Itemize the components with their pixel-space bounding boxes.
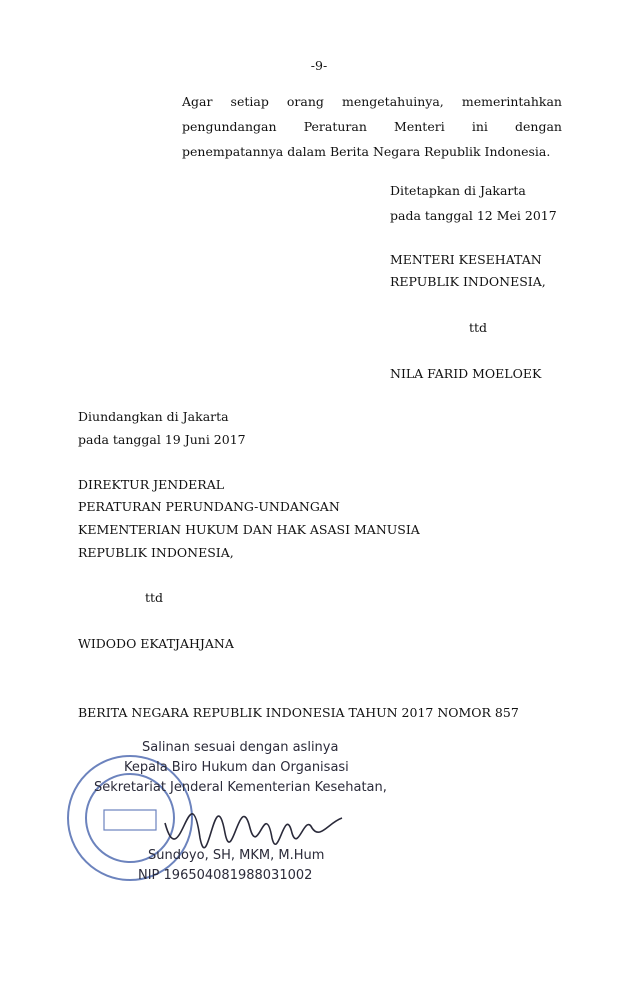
promulgation-signed: ttd [145,590,164,605]
certification-nip: NIP 196504081988031002 [138,868,313,883]
closing-line-2 [182,119,562,134]
closing-line-1 [182,94,562,109]
promulgation-place: Diundangkan di Jakarta [78,409,229,424]
word: memerintahkan [461,94,562,109]
enactment-office-2: REPUBLIK INDONESIA, [390,274,546,289]
word: Agar [182,94,213,109]
enactment-name: NILA FARID MOELOEK [390,366,542,381]
certification-line-1: Salinan sesuai dengan aslinya [142,740,339,755]
certification-name: Sundoyo, SH, MKM, M.Hum [148,848,325,863]
word: Peraturan [303,119,367,134]
closing-line-3: penempatannya dalam Berita Negara Republik Indonesia. [182,144,551,159]
word: Menteri [394,119,445,134]
enactment-date: pada tanggal 12 Mei 2017 [390,208,557,223]
promulgation-office-4: REPUBLIK INDONESIA, [78,545,234,560]
word: dengan [515,119,562,134]
enactment-signed: ttd [469,320,488,335]
enactment-office-1: MENTERI KESEHATAN [390,252,542,267]
word: setiap [230,94,269,109]
certification-line-3: Sekretariat Jenderal Kementerian Kesehatan, [94,780,387,795]
enactment-place: Ditetapkan di Jakarta [390,183,526,198]
word: orang [286,94,324,109]
word: pengundangan [182,119,277,134]
promulgation-office-2: PERATURAN PERUNDANG-UNDANGAN [78,499,340,514]
page-number: -9- [310,58,328,73]
promulgation-office-1: DIREKTUR JENDERAL [78,477,225,492]
certification-line-2: Kepala Biro Hukum dan Organisasi [124,760,349,775]
word: ini [471,119,488,134]
gazette-reference: BERITA NEGARA REPUBLIK INDONESIA TAHUN 2017 NOMOR 857 [78,705,519,720]
word: mengetahuinya, [341,94,444,109]
certification-block [60,728,440,898]
promulgation-date: pada tanggal 19 Juni 2017 [78,432,246,447]
promulgation-name: WIDODO EKATJAHJANA [78,636,234,651]
promulgation-office-3: KEMENTERIAN HUKUM DAN HAK ASASI MANUSIA [78,522,420,537]
